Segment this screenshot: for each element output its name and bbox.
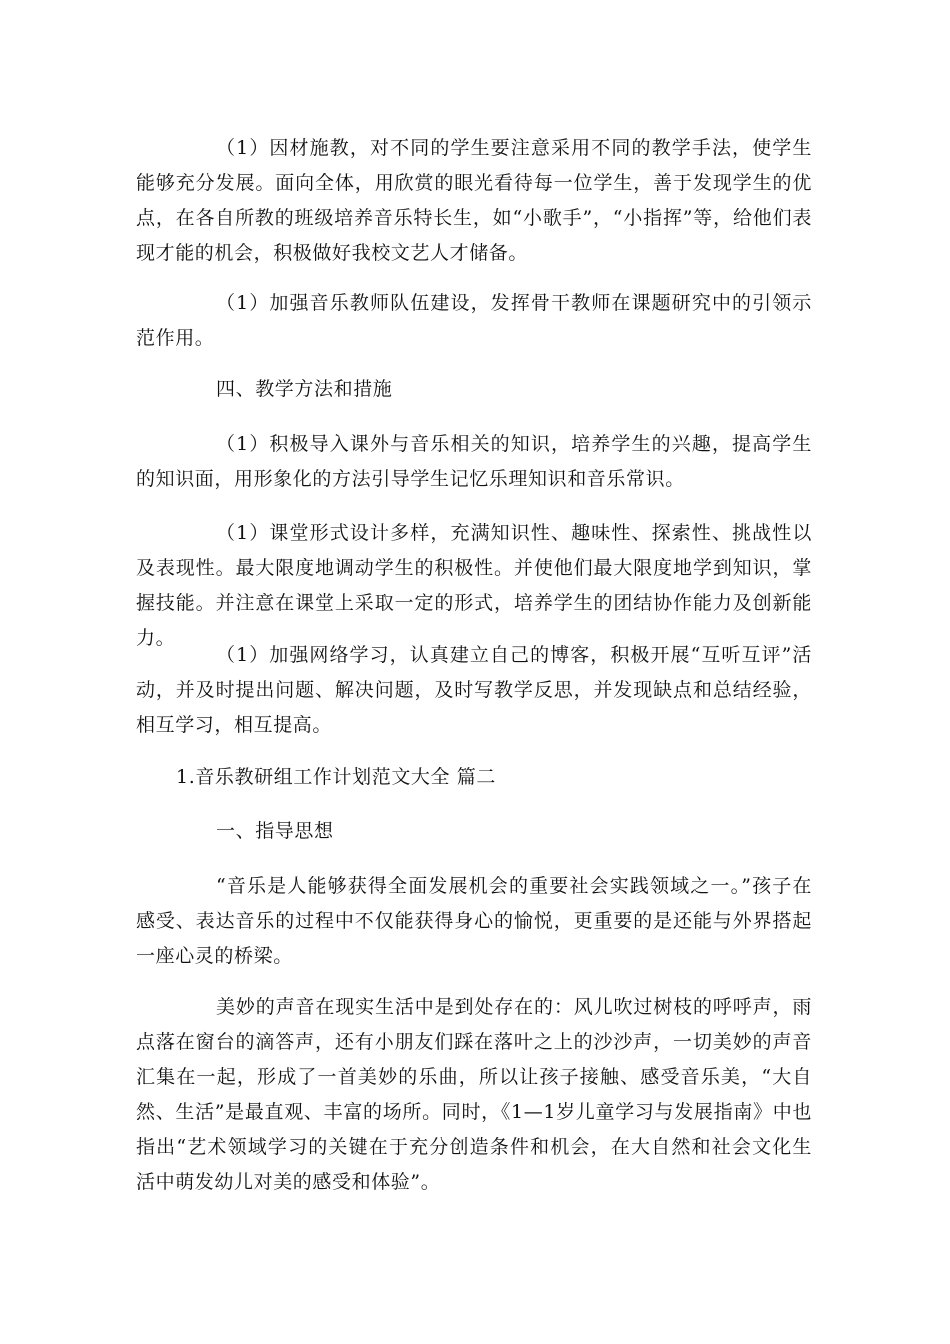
paragraph-beautiful-sounds: 美妙的声音在现实生活中是到处存在的：风儿吹过树枝的呼呼声，雨点落在窗台的滴答声，还有小朋友们踩在落叶之上的沙沙声，一切美妙的声音汇集在一起，形成了一首美妙的乐曲，所以让孩子接触、感受音乐美，“大自然、生活”是最直观、丰富的场所。同时，《1—1岁儿童学习与发展指南》中也指出“艺术领域学习的关键在于充分创造条件和机会，在大自然和社会文化生活中萌发幼儿对美的感受和体验”。 (136, 996, 812, 1193)
paragraph-extracurricular: （1）积极导入课外与音乐相关的知识，培养学生的兴趣，提高学生的知识面，用形象化的方法引导学生记忆乐理知识和音乐常识。 (136, 433, 812, 490)
paragraph-classroom-design: （1）课堂形式设计多样，充满知识性、趣味性、探索性、挑战性以及表现性。最大限度地调动学生的积极性。并使他们最大限度地学到知识，掌握技能。并注意在课堂上采取一定的形式，培养学生的团结协作能力及创新能力。 (136, 522, 812, 649)
paragraph-teacher-team: （1）加强音乐教师队伍建设，发挥骨干教师在课题研究中的引领示范作用。 (136, 292, 812, 349)
section-heading-guiding-ideology: 一、指导思想 (216, 820, 334, 842)
paragraph-online-learning: （1）加强网络学习，认真建立自己的博客，积极开展“互听互评”活动，并及时提出问题、解决问题，及时写教学反思，并发现缺点和总结经验，相互学习，相互提高。 (136, 644, 812, 736)
paragraph-teaching-by-aptitude: （1）因材施教，对不同的学生要注意采用不同的教学手法，使学生能够充分发展。面向全体，用欣赏的眼光看待每一位学生，善于发现学生的优点，在各自所教的班级培养音乐特长生，如“小歌手”，“小指挥”等，给他们表现才能的机会，积极做好我校文艺人才储备。 (136, 137, 812, 264)
paragraph-music-quote: “音乐是人能够获得全面发展机会的重要社会实践领域之一。”孩子在感受、表达音乐的过程中不仅能获得身心的愉悦，更重要的是还能与外界搭起一座心灵的桥梁。 (136, 875, 812, 967)
article-title-part-two: 1.音乐教研组工作计划范文大全 篇二 (176, 766, 496, 788)
section-heading-methods: 四、教学方法和措施 (216, 378, 393, 400)
